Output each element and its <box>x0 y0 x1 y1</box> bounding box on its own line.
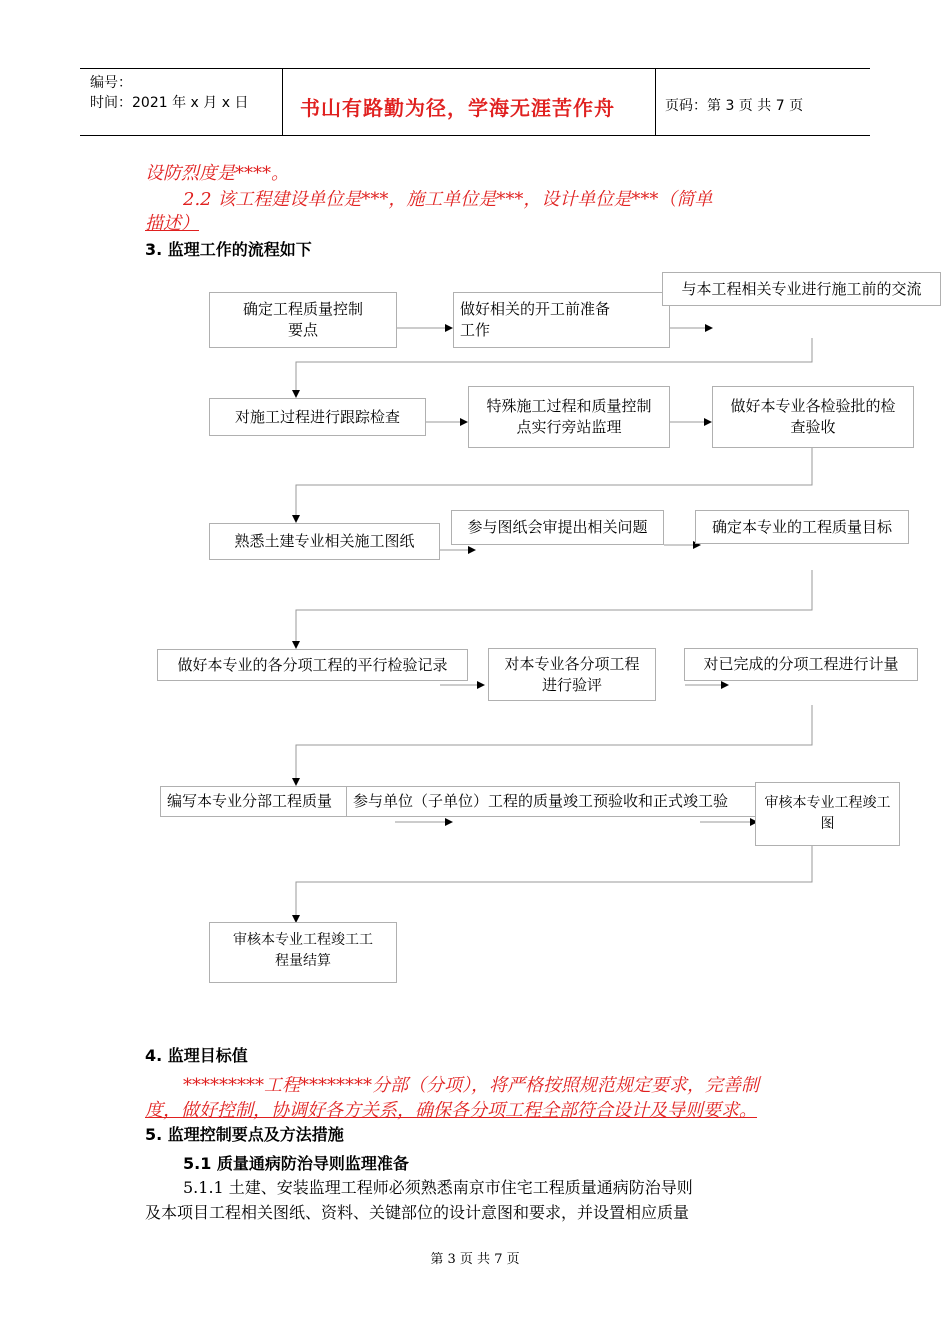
doc-time-label: 时间：2021 年 x 月 x 日 <box>90 95 249 111</box>
intro-line-3: 描述） <box>145 213 199 234</box>
intro-line-1: 设防烈度是****。 <box>145 163 289 184</box>
flow-box-pre-construction-prep: 做好相关的开工前准备 工作 <box>453 292 670 348</box>
section-4-title: 4. 监理目标值 <box>145 1046 248 1065</box>
flow-box-as-built-drawings: 审核本专业工程竣工图 <box>755 782 900 846</box>
flow-box-familiarize-drawings: 熟悉土建专业相关施工图纸 <box>209 523 440 560</box>
page-footer: 第 3 页 共 7 页 <box>430 1252 520 1267</box>
header-motto: 书山有路勤为径，学海无涯苦作舟 <box>300 96 615 120</box>
flow-box-final-quantity-settlement: 审核本专业工程竣工工 程量结算 <box>209 922 397 983</box>
intro-line-2: 2.2 该工程建设单位是***，施工单位是***，设计单位是***（简单 <box>183 189 713 210</box>
flow-box-parallel-inspection-records: 做好本专业的各分项工程的平行检验记录 <box>157 649 468 681</box>
section-5-title: 5. 监理控制要点及方法措施 <box>145 1125 344 1144</box>
doc-number-label: 编号： <box>90 75 132 91</box>
section-5-1-title: 5.1 质量通病防治导则监理准备 <box>183 1154 409 1173</box>
flow-box-process-tracking: 对施工过程进行跟踪检查 <box>209 398 426 436</box>
flow-box-quantity-measurement: 对已完成的分项工程进行计量 <box>684 648 918 681</box>
section-3-title: 3. 监理工作的流程如下 <box>145 240 312 259</box>
flow-box-quality-target: 确定本专业的工程质量目标 <box>695 510 909 544</box>
flow-box-drawing-review: 参与图纸会审提出相关问题 <box>451 510 664 545</box>
section-5-1-1-line-1: 5.1.1 土建、安装监理工程师必须熟悉南京市住宅工程质量通病防治导则 <box>183 1178 693 1197</box>
section-5-1-1-line-2: 及本项目工程相关图纸、资料、关键部位的设计意图和要求，并设置相应质量 <box>145 1203 690 1222</box>
flow-box-side-station-supervision: 特殊施工过程和质量控制 点实行旁站监理 <box>468 386 670 448</box>
flow-box-sub-item-evaluation: 对本专业各分项工程 进行验评 <box>488 648 656 701</box>
section-4-line-1: *********工程********分部（分项），将严格按照规范规定要求，完善制 <box>183 1075 759 1096</box>
flow-box-quality-control-points: 确定工程质量控制 要点 <box>209 292 397 348</box>
flow-box-completion-acceptance: 参与单位（子单位）工程的质量竣工预验收和正式竣工验 <box>346 786 756 817</box>
flow-box-pre-construction-exchange: 与本工程相关专业进行施工前的交流 <box>662 272 941 306</box>
flow-box-sub-division-quality: 编写本专业分部工程质量 <box>160 786 355 817</box>
section-4-line-2: 度，做好控制，协调好各方关系，确保各分项工程全部符合设计及导则要求。 <box>145 1100 757 1121</box>
page-number-label: 页码：第 3 页 共 7 页 <box>665 98 804 114</box>
flow-box-inspection-batch-acceptance: 做好本专业各检验批的检 查验收 <box>712 386 914 448</box>
